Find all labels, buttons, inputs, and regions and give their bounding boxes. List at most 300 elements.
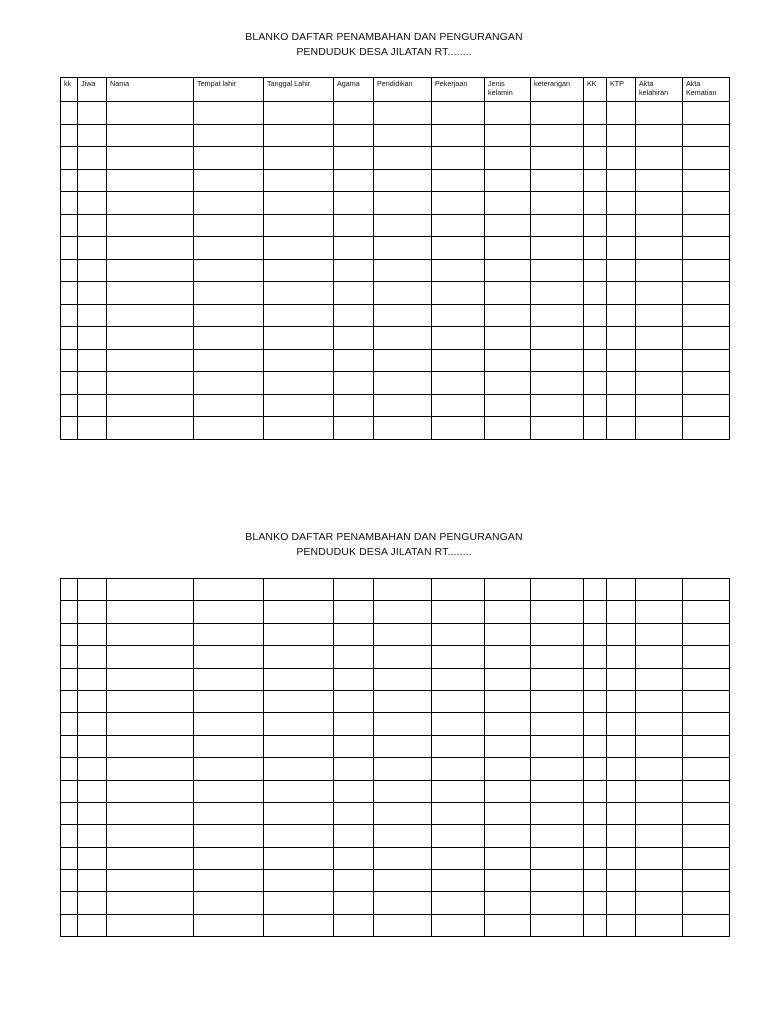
blank-cell xyxy=(374,394,432,417)
blank-cell xyxy=(636,259,683,282)
blank-cell xyxy=(683,735,730,757)
blank-cell xyxy=(485,237,531,260)
blank-cell xyxy=(683,259,730,282)
blank-cell xyxy=(531,394,584,417)
table-row xyxy=(61,713,730,735)
blank-cell xyxy=(374,668,432,690)
blank-cell xyxy=(531,417,584,440)
blank-cell xyxy=(485,668,531,690)
blank-cell xyxy=(607,780,636,802)
blank-cell xyxy=(334,327,374,350)
blank-cell xyxy=(61,579,78,601)
blank-cell xyxy=(432,758,485,780)
blank-cell xyxy=(485,124,531,147)
blank-cell xyxy=(485,847,531,869)
blank-cell xyxy=(334,237,374,260)
blank-cell xyxy=(334,147,374,170)
blank-cell xyxy=(374,417,432,440)
blank-cell xyxy=(485,304,531,327)
blank-cell xyxy=(584,914,607,936)
blank-cell xyxy=(264,304,334,327)
blank-cell xyxy=(432,870,485,892)
blank-cell xyxy=(485,646,531,668)
blank-cell xyxy=(683,623,730,645)
blank-cell xyxy=(61,601,78,623)
blank-cell xyxy=(636,870,683,892)
blank-cell xyxy=(194,214,264,237)
blank-cell xyxy=(531,914,584,936)
blank-cell xyxy=(683,372,730,395)
blank-cell xyxy=(264,327,334,350)
blank-cell xyxy=(607,870,636,892)
blank-cell xyxy=(264,601,334,623)
blank-cell xyxy=(607,417,636,440)
blank-cell xyxy=(683,147,730,170)
blank-cell xyxy=(78,802,107,824)
blank-cell xyxy=(432,735,485,757)
blank-cell xyxy=(334,870,374,892)
blank-cell xyxy=(683,237,730,260)
blank-cell xyxy=(584,124,607,147)
blank-cell xyxy=(78,394,107,417)
column-header: Agama xyxy=(334,78,374,102)
blank-cell xyxy=(683,124,730,147)
blank-cell xyxy=(264,579,334,601)
blank-cell xyxy=(531,601,584,623)
blank-cell xyxy=(194,304,264,327)
blank-cell xyxy=(683,780,730,802)
blank-cell xyxy=(374,758,432,780)
column-header: Tempat lahir xyxy=(194,78,264,102)
blank-cell xyxy=(531,646,584,668)
blank-cell xyxy=(636,124,683,147)
blank-cell xyxy=(78,102,107,125)
column-header: Tanggal Lahir xyxy=(264,78,334,102)
blank-cell xyxy=(334,169,374,192)
blank-cell xyxy=(61,870,78,892)
blank-cell xyxy=(194,758,264,780)
blank-cell xyxy=(194,847,264,869)
blank-cell xyxy=(636,237,683,260)
blank-cell xyxy=(107,579,194,601)
blank-cell xyxy=(374,780,432,802)
blank-cell xyxy=(61,192,78,215)
blank-cell xyxy=(334,214,374,237)
column-header: Pekerjaan xyxy=(432,78,485,102)
blank-cell xyxy=(78,646,107,668)
blank-cell xyxy=(374,713,432,735)
table-row xyxy=(61,914,730,936)
blank-cell xyxy=(264,147,334,170)
blank-cell xyxy=(607,825,636,847)
blank-cell xyxy=(584,690,607,712)
blank-cell xyxy=(485,579,531,601)
blank-cell xyxy=(531,214,584,237)
blank-cell xyxy=(374,870,432,892)
blank-cell xyxy=(374,192,432,215)
form-title-bottom xyxy=(0,530,768,560)
blank-cell xyxy=(374,601,432,623)
blank-cell xyxy=(636,847,683,869)
blank-cell xyxy=(334,601,374,623)
blank-cell xyxy=(432,214,485,237)
blank-cell xyxy=(584,147,607,170)
blank-cell xyxy=(107,758,194,780)
blank-cell xyxy=(61,825,78,847)
blank-cell xyxy=(683,668,730,690)
blank-cell xyxy=(683,304,730,327)
blank-cell xyxy=(683,713,730,735)
blank-cell xyxy=(432,372,485,395)
table-row xyxy=(61,147,730,170)
blank-cell xyxy=(485,259,531,282)
blank-cell xyxy=(264,758,334,780)
blank-cell xyxy=(485,713,531,735)
column-header: kk xyxy=(61,78,78,102)
blank-cell xyxy=(334,102,374,125)
blank-cell xyxy=(636,579,683,601)
blank-cell xyxy=(194,124,264,147)
blank-cell xyxy=(432,327,485,350)
blank-cell xyxy=(78,259,107,282)
blank-cell xyxy=(374,646,432,668)
blank-cell xyxy=(78,690,107,712)
blank-cell xyxy=(584,802,607,824)
blank-cell xyxy=(432,847,485,869)
blank-cell xyxy=(584,735,607,757)
blank-cell xyxy=(636,914,683,936)
blank-cell xyxy=(432,169,485,192)
blank-cell xyxy=(584,870,607,892)
blank-cell xyxy=(636,214,683,237)
blank-cell xyxy=(485,394,531,417)
blank-cell xyxy=(636,327,683,350)
blank-cell xyxy=(194,735,264,757)
blank-cell xyxy=(61,304,78,327)
blank-cell xyxy=(607,214,636,237)
blank-cell xyxy=(107,372,194,395)
blank-cell xyxy=(334,914,374,936)
blank-cell xyxy=(683,102,730,125)
blank-cell xyxy=(683,282,730,305)
blank-cell xyxy=(107,646,194,668)
blank-cell xyxy=(531,327,584,350)
blank-cell xyxy=(107,169,194,192)
blank-cell xyxy=(107,394,194,417)
blank-cell xyxy=(78,124,107,147)
blank-cell xyxy=(194,282,264,305)
blank-cell xyxy=(78,327,107,350)
blank-cell xyxy=(607,713,636,735)
blank-cell xyxy=(107,668,194,690)
blank-cell xyxy=(432,690,485,712)
blank-cell xyxy=(334,579,374,601)
blank-cell xyxy=(264,870,334,892)
blank-cell xyxy=(334,735,374,757)
blank-cell xyxy=(78,892,107,914)
blank-cell xyxy=(531,713,584,735)
blank-cell xyxy=(78,758,107,780)
blank-cell xyxy=(607,847,636,869)
blank-cell xyxy=(334,802,374,824)
form-title-line2: PENDUDUK DESA JILATAN RT........ xyxy=(296,46,472,58)
blank-cell xyxy=(584,169,607,192)
blank-cell xyxy=(584,668,607,690)
blank-cell xyxy=(531,192,584,215)
blank-cell xyxy=(531,758,584,780)
blank-cell xyxy=(264,646,334,668)
blank-cell xyxy=(61,169,78,192)
blank-cell xyxy=(107,192,194,215)
blank-cell xyxy=(432,601,485,623)
table-header-row xyxy=(61,78,730,102)
blank-cell xyxy=(78,417,107,440)
blank-cell xyxy=(607,735,636,757)
blank-cell xyxy=(584,417,607,440)
table-row xyxy=(61,601,730,623)
blank-cell xyxy=(683,914,730,936)
blank-cell xyxy=(107,780,194,802)
blank-cell xyxy=(194,870,264,892)
blank-cell xyxy=(194,690,264,712)
blank-cell xyxy=(636,713,683,735)
blank-cell xyxy=(264,914,334,936)
blank-cell xyxy=(78,601,107,623)
blank-cell xyxy=(374,237,432,260)
blank-cell xyxy=(485,372,531,395)
blank-cell xyxy=(584,259,607,282)
blank-cell xyxy=(485,780,531,802)
blank-cell xyxy=(485,169,531,192)
blank-cell xyxy=(194,914,264,936)
blank-cell xyxy=(78,282,107,305)
blank-cell xyxy=(607,394,636,417)
blank-cell xyxy=(432,713,485,735)
blank-cell xyxy=(61,102,78,125)
blank-cell xyxy=(78,623,107,645)
blank-cell xyxy=(531,623,584,645)
table-row xyxy=(61,372,730,395)
blank-cell xyxy=(607,169,636,192)
form-title-line1: BLANKO DAFTAR PENAMBAHAN DAN PENGURANGAN xyxy=(245,531,523,543)
blank-cell xyxy=(264,124,334,147)
column-header: KK xyxy=(584,78,607,102)
blank-cell xyxy=(485,758,531,780)
blank-cell xyxy=(584,372,607,395)
table-row xyxy=(61,690,730,712)
blank-cell xyxy=(584,192,607,215)
blank-cell xyxy=(607,124,636,147)
blank-cell xyxy=(107,825,194,847)
blank-cell xyxy=(78,192,107,215)
blank-cell xyxy=(334,417,374,440)
blank-cell xyxy=(607,282,636,305)
blank-cell xyxy=(531,147,584,170)
blank-cell xyxy=(334,646,374,668)
blank-cell xyxy=(264,102,334,125)
blank-cell xyxy=(485,825,531,847)
blank-cell xyxy=(264,169,334,192)
blank-cell xyxy=(584,102,607,125)
blank-cell xyxy=(531,870,584,892)
blank-cell xyxy=(194,417,264,440)
blank-cell xyxy=(374,282,432,305)
blank-cell xyxy=(432,304,485,327)
blank-cell xyxy=(194,825,264,847)
blank-cell xyxy=(683,690,730,712)
column-header: Jiwa xyxy=(78,78,107,102)
blank-cell xyxy=(264,847,334,869)
blank-cell xyxy=(584,214,607,237)
blank-cell xyxy=(61,214,78,237)
blank-cell xyxy=(107,735,194,757)
blank-cell xyxy=(334,282,374,305)
table-row xyxy=(61,780,730,802)
blank-cell xyxy=(334,349,374,372)
blank-cell xyxy=(683,579,730,601)
blank-cell xyxy=(607,237,636,260)
blank-cell xyxy=(107,147,194,170)
table-row xyxy=(61,214,730,237)
blank-cell xyxy=(636,802,683,824)
blank-cell xyxy=(107,713,194,735)
blank-cell xyxy=(61,713,78,735)
table-row xyxy=(61,847,730,869)
form-title-line2: PENDUDUK DESA JILATAN RT........ xyxy=(296,546,472,558)
blank-cell xyxy=(636,304,683,327)
blank-cell xyxy=(485,349,531,372)
blank-cell xyxy=(607,147,636,170)
blank-cell xyxy=(683,825,730,847)
blank-cell xyxy=(683,169,730,192)
table-row xyxy=(61,102,730,125)
blank-cell xyxy=(485,601,531,623)
table-row xyxy=(61,870,730,892)
blank-cell xyxy=(607,690,636,712)
blank-cell xyxy=(61,623,78,645)
blank-cell xyxy=(107,214,194,237)
blank-cell xyxy=(432,802,485,824)
blank-cell xyxy=(194,372,264,395)
blank-cell xyxy=(264,623,334,645)
blank-cell xyxy=(374,372,432,395)
table-row xyxy=(61,192,730,215)
column-header: keterangan xyxy=(531,78,584,102)
blank-cell xyxy=(78,214,107,237)
blank-cell xyxy=(61,259,78,282)
blank-cell xyxy=(107,847,194,869)
blank-cell xyxy=(683,394,730,417)
population-table-top xyxy=(60,77,730,440)
blank-cell xyxy=(432,124,485,147)
blank-cell xyxy=(78,780,107,802)
blank-cell xyxy=(374,623,432,645)
blank-cell xyxy=(78,735,107,757)
blank-cell xyxy=(194,892,264,914)
blank-cell xyxy=(334,780,374,802)
blank-cell xyxy=(607,102,636,125)
blank-cell xyxy=(78,713,107,735)
blank-cell xyxy=(636,825,683,847)
blank-cell xyxy=(584,825,607,847)
blank-cell xyxy=(194,668,264,690)
blank-cell xyxy=(194,102,264,125)
blank-cell xyxy=(531,690,584,712)
blank-cell xyxy=(584,713,607,735)
blank-cell xyxy=(531,780,584,802)
blank-cell xyxy=(432,192,485,215)
column-header: Pendidikan xyxy=(374,78,432,102)
blank-cell xyxy=(683,758,730,780)
blank-cell xyxy=(531,349,584,372)
blank-cell xyxy=(334,394,374,417)
blank-cell xyxy=(607,914,636,936)
column-header: Jenis kelamin xyxy=(485,78,531,102)
blank-cell xyxy=(485,914,531,936)
blank-cell xyxy=(636,668,683,690)
table-row xyxy=(61,579,730,601)
blank-cell xyxy=(485,282,531,305)
blank-cell xyxy=(61,690,78,712)
blank-cell xyxy=(374,102,432,125)
table-row xyxy=(61,892,730,914)
blank-cell xyxy=(432,646,485,668)
blank-cell xyxy=(485,892,531,914)
blank-cell xyxy=(61,914,78,936)
blank-cell xyxy=(334,304,374,327)
blank-cell xyxy=(432,780,485,802)
blank-cell xyxy=(485,192,531,215)
blank-cell xyxy=(194,601,264,623)
blank-cell xyxy=(607,192,636,215)
blank-cell xyxy=(636,758,683,780)
blank-cell xyxy=(607,304,636,327)
blank-cell xyxy=(194,237,264,260)
blank-cell xyxy=(485,417,531,440)
form-title-top xyxy=(0,30,768,60)
blank-cell xyxy=(374,124,432,147)
column-header: KTP xyxy=(607,78,636,102)
table-row xyxy=(61,417,730,440)
blank-cell xyxy=(683,349,730,372)
blank-cell xyxy=(607,601,636,623)
blank-cell xyxy=(107,870,194,892)
blank-cell xyxy=(334,372,374,395)
blank-cell xyxy=(264,802,334,824)
blank-cell xyxy=(683,327,730,350)
blank-cell xyxy=(607,802,636,824)
table-row xyxy=(61,304,730,327)
blank-cell xyxy=(584,623,607,645)
blank-cell xyxy=(531,237,584,260)
blank-cell xyxy=(264,825,334,847)
table-row xyxy=(61,394,730,417)
blank-cell xyxy=(374,169,432,192)
blank-cell xyxy=(584,304,607,327)
blank-cell xyxy=(683,870,730,892)
blank-cell xyxy=(264,372,334,395)
blank-cell xyxy=(194,394,264,417)
blank-cell xyxy=(432,147,485,170)
blank-cell xyxy=(607,646,636,668)
blank-cell xyxy=(531,802,584,824)
blank-cell xyxy=(334,758,374,780)
blank-cell xyxy=(584,394,607,417)
blank-cell xyxy=(485,870,531,892)
blank-cell xyxy=(264,892,334,914)
blank-cell xyxy=(107,102,194,125)
blank-cell xyxy=(636,690,683,712)
